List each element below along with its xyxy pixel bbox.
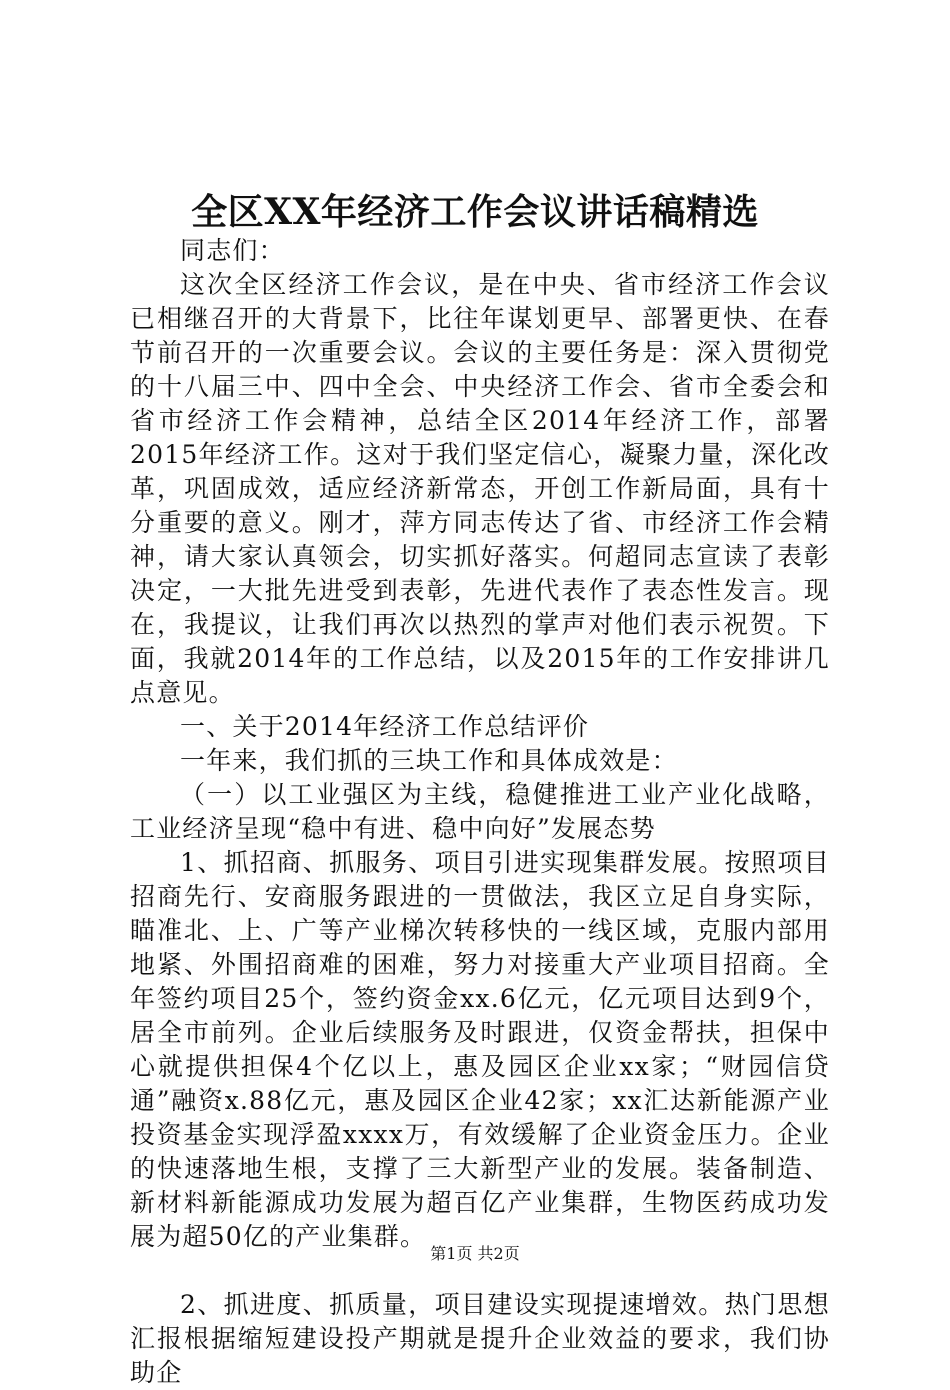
summary-lead-paragraph: 一年来，我们抓的三块工作和具体成效是： (180, 746, 678, 775)
section-heading: 一、关于2014年经济工作总结评价 (180, 712, 590, 741)
item-two-paragraph: 2、抓进度、抓质量，项目建设实现提速增效。热门思想汇报根据缩短建设投产期就是提升企业效益的要求，我们协助企 (130, 1290, 830, 1387)
item-one-paragraph: 1、抓招商、抓服务、项目引进实现集群发展。按照项目招商先行、安商服务跟进的一贯做法，我区立足自身实际，瞄准北、上、广等产业梯次转移快的一线区域，克服内部用地紧、外围招商难的困难，努力对接重大产业项目招商。全年签约项目25个，签约资金xx.6亿元，亿元项目达到9个，居全市前列。企业后续服务及时跟进，仅资金帮扶，担保中心就提供担保4个亿以上，惠及园区企业xx家；“财园信贷通”融资x.88亿元，惠及园区企业42家；xx汇达新能源产业投资基金实现浮盈xxxx万，有效缓解了企业资金压力。企业的快速落地生根，支撑了三大新型产业的发展。装备制造、新材料新能源成功发展为超百亿产业集群，生物医药成功发展为超50亿的产业集群。 (130, 848, 830, 1251)
subsection-heading: （一）以工业强区为主线，稳健推进工业产业化战略，工业经济呈现“稳中有进、稳中向好”发展态势 (130, 780, 830, 843)
document-body (130, 234, 830, 1390)
intro-paragraph: 这次全区经济工作会议，是在中央、省市经济工作会议已相继召开的大背景下，比往年谋划更早、部署更快、在春节前召开的一次重要会议。会议的主要任务是：深入贯彻党的十八届三中、四中全会、中央经济工作会、省市全委会和省市经济工作会精神，总结全区2014年经济工作，部署2015年经济工作。这对于我们坚定信心，凝聚力量，深化改革，巩固成效，适应经济新常态，开创工作新局面，具有十分重要的意义。刚才，萍方同志传达了省、市经济工作会精神，请大家认真领会，切实抓好落实。何超同志宣读了表彰决定，一大批先进受到表彰，先进代表作了表态性发言。现在，我提议，让我们再次以热烈的掌声对他们表示祝贺。下面，我就2014年的工作总结，以及2015年的工作安排讲几点意见。 (130, 270, 830, 707)
page-number-footer: 第1页 共2页 (430, 1244, 520, 1263)
salutation-paragraph: 同志们： (180, 236, 285, 265)
document-title: 全区XX年经济工作会议讲话稿精选 (191, 191, 759, 233)
